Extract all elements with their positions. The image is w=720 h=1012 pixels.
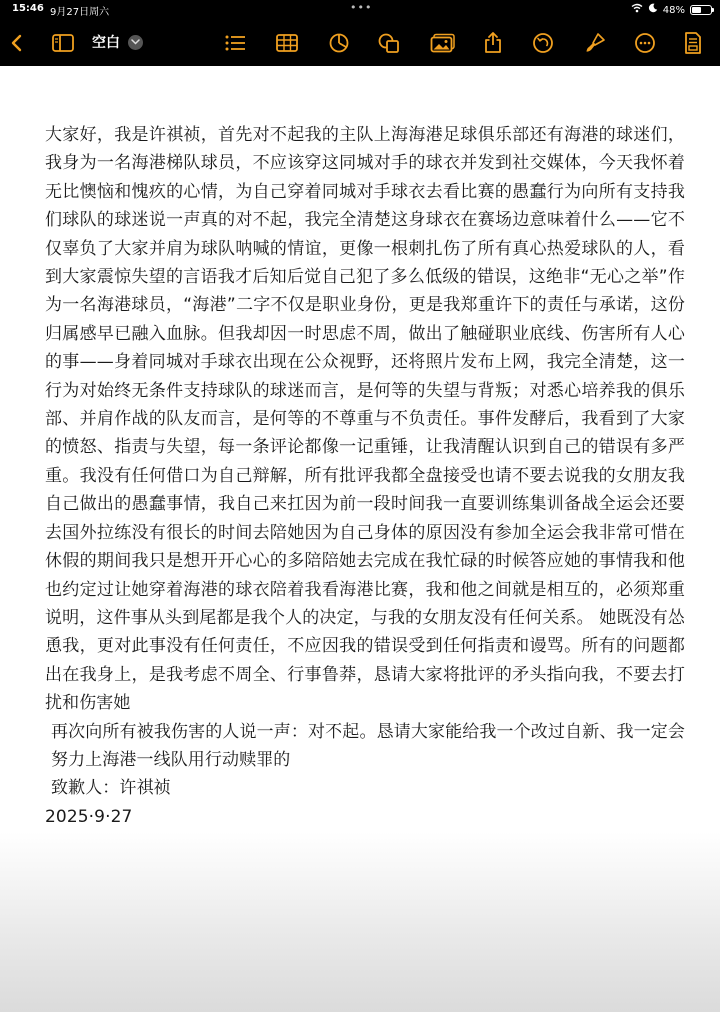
table-icon [275, 33, 299, 53]
bottom-shadow [0, 832, 720, 1012]
signature-line: 致歉人：许祺祯 [51, 778, 171, 799]
format-button[interactable] [580, 28, 610, 58]
apology-paragraph: 大家好，我是许祺祯，首先对不起我的主队上海海港足球俱乐部还有海港的球迷们，我身为一名海港梯队球员，不应该穿这同城对手的球衣并发到社交媒体，今天我怀着无比懊恼和愧疚的心情，为自己穿着同城对手球衣去看比赛的愚蠢行为向所有支持我们球队的球迷说一声真的对不起，我完全清楚这身球衣在赛场边意味着什么——它不仅辜负了大家并肩为球队呐喊的情谊，更像一根刺扎伤了所有真心热爱球队的人，看到大家震惊失望的言语我才后知后觉自己犯了多么低级的错误，这绝非“无心之举”作为一名海港球员，“海港”二字不仅是职业身份，更是我郑重许下的责任与承诺，这份归属感早已融入血脉。但我却因一时思虑不周，做出了触碰职业底线、伤害所有人心的事——身着同城对手球衣出现在公众视野，还将照片发布上网，我完全清楚，这一行为对始终无条件支持球队的球迷而言，是何等的失望与背叛；对悉心培养我的俱乐部、并肩作战的队友而言，是何等的不尊重与不负责任。事件发酵后，我看到了大家的愤怒、指责与失望，每一条评论都像一记重锤，让我清醒认识到自己的错误有多严重。我没有任何借口为自己辩解，所有批评我都全盘接受也请不要去说我的女朋友我自己做出的愚蠢事情，我自己来扛因为前一段时间我一直要训练集训备战全运会还要去国外拉练没有很长的时间去陪她因为自己身体的原因没有参加全运会我非常可惜在休假的期间我只是想开开心心的多陪陪她去完成在我忙碌的时候答应她的事情我和他也约定过让她穿着海港的球衣陪着我看海港比赛，我和他之间就是相互的，必须郑重说明，这件事从头到尾都是我个人的决定，与我的女朋友没有任何关系。 她既没有怂恿我，更对此事没有任何责任，不应因我的错误受到任何指责和谩骂。所有的问题都出在我身上，是我考虑不周全、行事鲁莽，恳请大家将批评的矛头指向我，不要去打扰和伤害她 [45, 125, 685, 714]
document-title: 空白 [92, 35, 120, 51]
media-button[interactable] [428, 28, 458, 58]
undo-icon [532, 32, 554, 54]
document-body[interactable] [45, 121, 685, 831]
chevron-down-icon [128, 35, 143, 50]
battery-percent: 48% [662, 4, 685, 16]
sidebar-toggle-button[interactable] [48, 28, 78, 58]
document-settings-icon [683, 31, 703, 55]
shape-button[interactable] [374, 28, 404, 58]
sidebar-icon [51, 33, 75, 53]
back-button[interactable] [2, 28, 32, 58]
closing-paragraph: 再次向所有被我伤害的人说一声：对不起。恳请大家能给我一个改过自新、我一定会努力上海港一线队用行动赎罪的 [51, 721, 685, 770]
more-icon [634, 32, 656, 54]
table-button[interactable] [272, 28, 302, 58]
wifi-icon [631, 3, 643, 17]
status-indicators [631, 3, 712, 17]
multitasking-dots[interactable]: ••• [350, 1, 373, 14]
chart-button[interactable] [324, 28, 354, 58]
image-icon [430, 33, 456, 53]
document-settings-button[interactable] [678, 28, 708, 58]
pie-chart-icon [328, 32, 350, 54]
battery-icon [690, 5, 712, 15]
battery-level-fill [692, 7, 701, 13]
status-date: 9月27日周六 [50, 7, 110, 18]
share-icon [483, 31, 503, 55]
chevron-left-icon [8, 33, 26, 53]
list-button[interactable] [220, 28, 250, 58]
share-button[interactable] [478, 28, 508, 58]
status-bar [0, 0, 720, 20]
undo-button[interactable] [528, 28, 558, 58]
status-time: 15:46 [12, 3, 44, 14]
moon-icon [648, 3, 658, 17]
date-line: 2025·9·27 [45, 806, 133, 827]
more-button[interactable] [630, 28, 660, 58]
list-icon [223, 33, 247, 53]
document-title-menu[interactable] [92, 32, 143, 52]
toolbar [0, 20, 720, 66]
document-canvas[interactable] [0, 66, 720, 1012]
paintbrush-icon [584, 32, 606, 54]
shapes-icon [377, 32, 401, 54]
